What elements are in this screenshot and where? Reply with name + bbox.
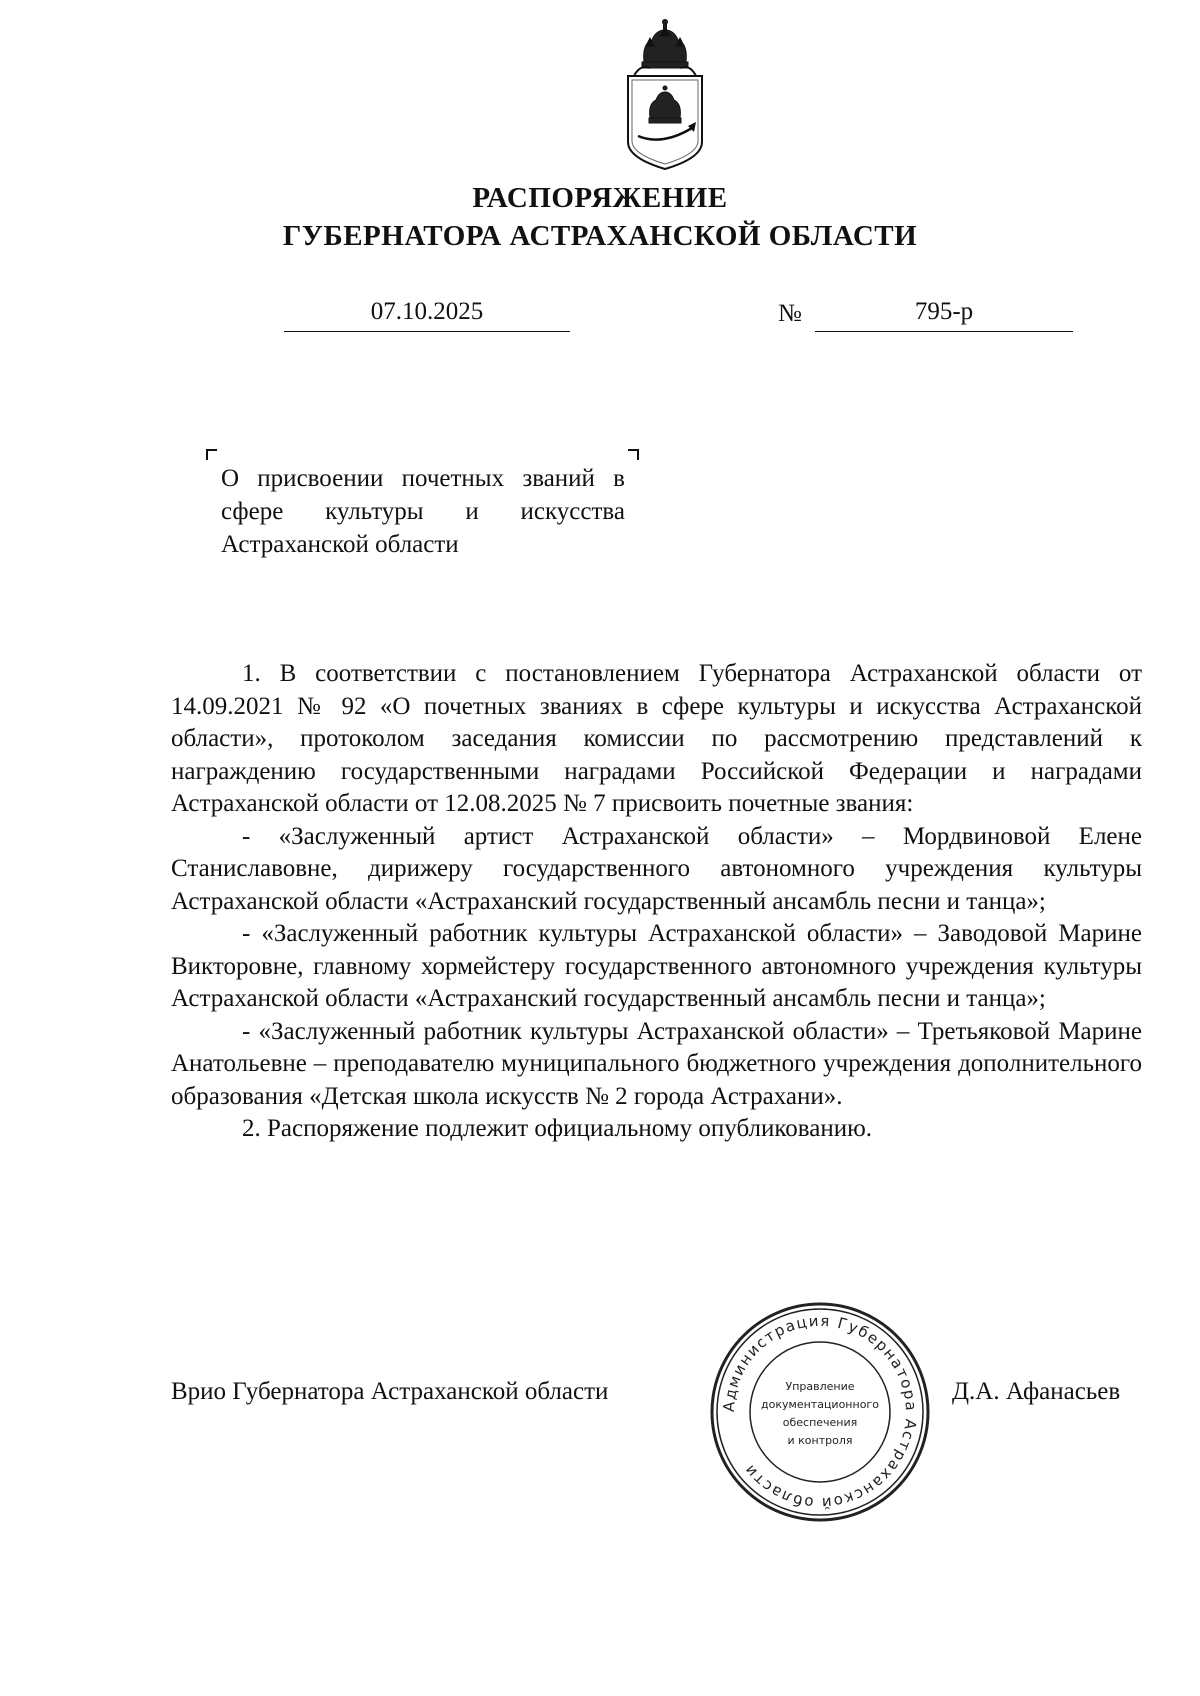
paragraph-award-3: - «Заслуженный работник культуры Астраханской области» – Третьяковой Марине Анатольевне – преподавателю муниципального бюджетного учреждения дополнительного образования «Детская школа искусств № 2 города Астрахани».: [171, 1017, 1142, 1110]
paragraph-award-2: - «Заслуженный работник культуры Астраханской области» – Заводовой Марине Викторовне, главному хормейстеру государственного автономного учреждения культуры Астраханской области «Астраханский государственный ансамбль песни и танца»;: [171, 920, 1142, 1012]
document-subject: О присвоении почетных званий в сфере культуры и искусства Астраханской области: [221, 465, 625, 558]
paragraph-1: 1. В соответствии с постановлением Губернатора Астраханской области от 14.09.2021 № 92 «О почетных званиях в сфере культуры и искусства Астраханской области», протоколом заседания комиссии по рассмотрению представлений к награждению государственными наградами Российской Федерации и наградами Астраханской области от 12.08.2025 № 7 присвоить почетные звания:: [171, 660, 1142, 817]
subject-corner-right: [628, 449, 639, 460]
document-date: 07.10.2025: [370, 298, 484, 325]
document-body: [171, 658, 1142, 1146]
official-stamp: [708, 1300, 932, 1524]
signatory-position: Врио Губернатора Астраханской области: [171, 1378, 609, 1405]
stamp-inner-line-2: документационного: [761, 1398, 879, 1411]
document-number: 795-р: [914, 298, 974, 325]
stamp-inner-line-4: и контроля: [787, 1434, 853, 1447]
subject-corner-left: [206, 449, 217, 460]
stamp-inner-line-3: обеспечения: [782, 1416, 858, 1429]
document-issuer: ГУБЕРНАТОРА АСТРАХАНСКОЙ ОБЛАСТИ: [282, 220, 918, 252]
number-underline: [815, 331, 1073, 332]
stamp-inner-line-1: Управление: [785, 1380, 855, 1393]
paragraph-2: 2. Распоряжение подлежит официальному опубликованию.: [242, 1115, 873, 1142]
date-underline: [284, 331, 570, 332]
stamp-outer-text: Администрация Губернатора Астраханской области: [719, 1311, 921, 1513]
coat-of-arms-icon: [622, 18, 708, 170]
paragraph-award-1: - «Заслуженный артист Астраханской области» – Мордвиновой Елене Станиславовне, дирижеру государственного автономного учреждения культуры Астраханской области «Астраханский государственный ансамбль песни и танца»;: [171, 822, 1142, 915]
document-title: РАСПОРЯЖЕНИЕ: [472, 182, 728, 214]
number-sign: №: [778, 300, 802, 327]
signatory-name: Д.А. Афанасьев: [952, 1378, 1121, 1405]
